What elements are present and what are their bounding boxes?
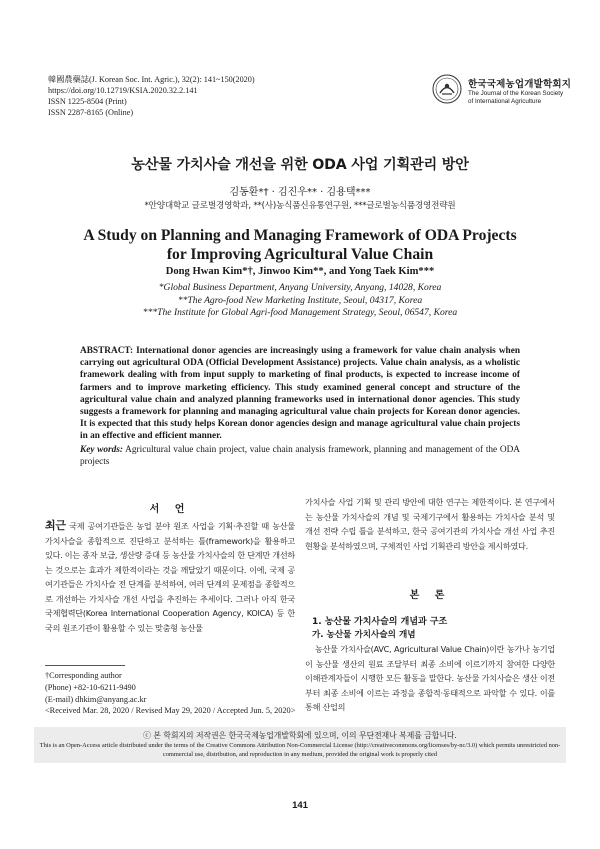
abstract-label: ABSTRACT: (80, 346, 134, 356)
email: (E-mail) dhkim@anyang.ac.kr (45, 694, 147, 704)
authors-korean: 김동환*† · 김진우** · 김용택*** (229, 187, 371, 198)
title-english-line-2: for Improving Agricultural Value Chain (166, 246, 434, 263)
society-name-ko: 한국국제농업개발학회지 (468, 79, 572, 90)
open-access-notice: This is an Open-Access article distributed under the terms of the Creative Commons Attribution Non-Commercial License (http://creativecommons.org/licenses/by-nc/3.0) which permits unrestricted non-commercial use, distribution, and reproduction in any medium, provided the original work is properly cited (39, 742, 561, 758)
society-name-en-2: of International Agriculture (468, 98, 542, 105)
issn-print: ISSN 1225-8504 (Print) (48, 97, 127, 106)
affiliation-3: ***The Institute for Global Agri-food Management Strategy, Seoul, 06547, Korea (142, 307, 458, 318)
authors-english: Dong Hwan Kim*†, Jinwoo Kim**, and Yong Taek Kim*** (165, 266, 435, 277)
intro-text: 국제 공여기관들은 농업 분야 원조 사업을 기획·추진할 때 농산물 가치사슬을 종합적으로 진단하고 분석하는 틀(framework)을 활용하고 있다. 이는 종자 보급, 생산량 증대 등 농산물 가치사슬의 한 단계만 개선하는 것으로는 효과가 제한적이라는 것을 깨달았기 때문이다. 이에, 국제 공여기관들은 가치사슬 전 단계를 분석하여, 여러 단계의 문제점을 종합적으로 개선하는 가치사슬 개선 사업을 추진하는 추세이다. 그러나 아직 한국국제협력단(Korea International Cooperation Agency, KOICA) 등 한국의 원조기관이 활용할 수 있는 맞춤형 농산물 (45, 521, 295, 633)
keywords-label: Key words: (80, 445, 123, 455)
copyright-notice: ⓒ 본 학회지의 저작권은 한국국제농업개발학회에 있으며, 이의 무단전재나 복제를 금합니다. (143, 731, 457, 740)
phone: (Phone) +82-10-6211-9490 (45, 682, 136, 692)
title-english-line-1: A Study on Planning and Managing Framework of ODA Projects (83, 227, 517, 244)
society-name-en-1: The Journal of the Korean Society (468, 90, 564, 97)
page-number: 141 (292, 800, 308, 811)
keywords (80, 444, 520, 468)
doi-link[interactable]: https://doi.org/10.12719/KSIA.2020.32.2.141 (48, 86, 198, 95)
body-paragraph: 농산물 가치사슬(AVC, Agricultural Value Chain)이란 농가나 농기업이 농산물 생산의 원료 조달부터 최종 소비에 이르기까지 참여한 다양한 이해관계자들이 시행한 모든 활동을 말한다. 농산물 가치사슬은 생산 이전부터 최종 소비에 이르는 과정을 종합적·동태적으로 파악할 수 있다. 이를 통해 산업의 (305, 644, 555, 712)
keywords-text: Agricultural value chain project, value chain analysis framework, planning and management of the ODA projects (80, 445, 521, 468)
license-box (34, 727, 566, 763)
title-korean: 농산물 가치사슬 개선을 위한 ODA 사업 기획관리 방안 (131, 157, 469, 173)
journal-citation: 韓國農藥誌(J. Korean Soc. Int. Agric.), 32(2): 141~150(2020) (48, 75, 255, 84)
affiliation-1: *Global Business Department, Anyang University, Anyang, 14028, Korea (158, 282, 442, 293)
title-english (0, 226, 600, 264)
abstract (80, 345, 520, 443)
footnote (45, 670, 295, 717)
intro-continued: 가치사슬 사업 기획 및 관리 방안에 대한 연구는 제한적이다. 본 연구에서는 농산물 가치사슬의 개념 및 국제기구에서 활용하는 가치사슬 분석 및 개선 전략 수립 틀을 분석하고, 한국 공여기관의 가치사슬 개선 사업 추진 현황을 분석하였으며, 구체적인 사업 기획관리 방안을 제시하였다. (305, 497, 555, 551)
intro-paragraph (45, 519, 295, 635)
footnote-rule (45, 665, 125, 666)
journal-header (48, 74, 255, 118)
affiliation-2: **The Agro-food New Marketing Institute, Seoul, 04317, Korea (177, 294, 423, 306)
body-heading: 본 론 (409, 590, 451, 601)
subsection-1-heading: 1. 농산물 가치사슬의 개념과 구조 (312, 617, 448, 627)
abstract-text: International donor agencies are increasingly using a framework for value chain analysis when carrying out agricultural ODA (Official Development Assistance) projects. Value chain analysis, as a wholistic framework dealing with from input supply to marketing of final products, is expected to increase income of farmers and to improve marketing efficiency. This study examined general concept and structure of the agricultural value chain and analyzed planning frameworks used in international donor agencies. This study suggests a framework for planning and managing agricultural value chain projects for Korean donor agencies. It is expected that this study helps Korean donor agencies design and manage agricultural value chain projects in an effective and efficient manner. (80, 346, 520, 442)
intro-lead-word: 최근 (45, 519, 66, 532)
society-seal-icon (432, 74, 462, 104)
corresponding-author: †Corresponding author (45, 671, 122, 680)
affiliations-korean: *안양대학교 글로벌경영학과, **(사)농식품신유통연구원, ***글로벌농식품경영전략원 (144, 201, 456, 211)
subsection-1a-heading: 가. 농산물 가치사슬의 개념 (312, 630, 416, 640)
received-dates: <Received Mar. 28, 2020 / Revised May 29, 2020 / Accepted Jun. 5, 2020> (45, 706, 296, 716)
intro-heading: 서 언 (149, 504, 191, 515)
issn-online: ISSN 2287-8165 (Online) (48, 108, 134, 117)
society-logo (432, 72, 572, 112)
affiliations-english (0, 282, 600, 320)
